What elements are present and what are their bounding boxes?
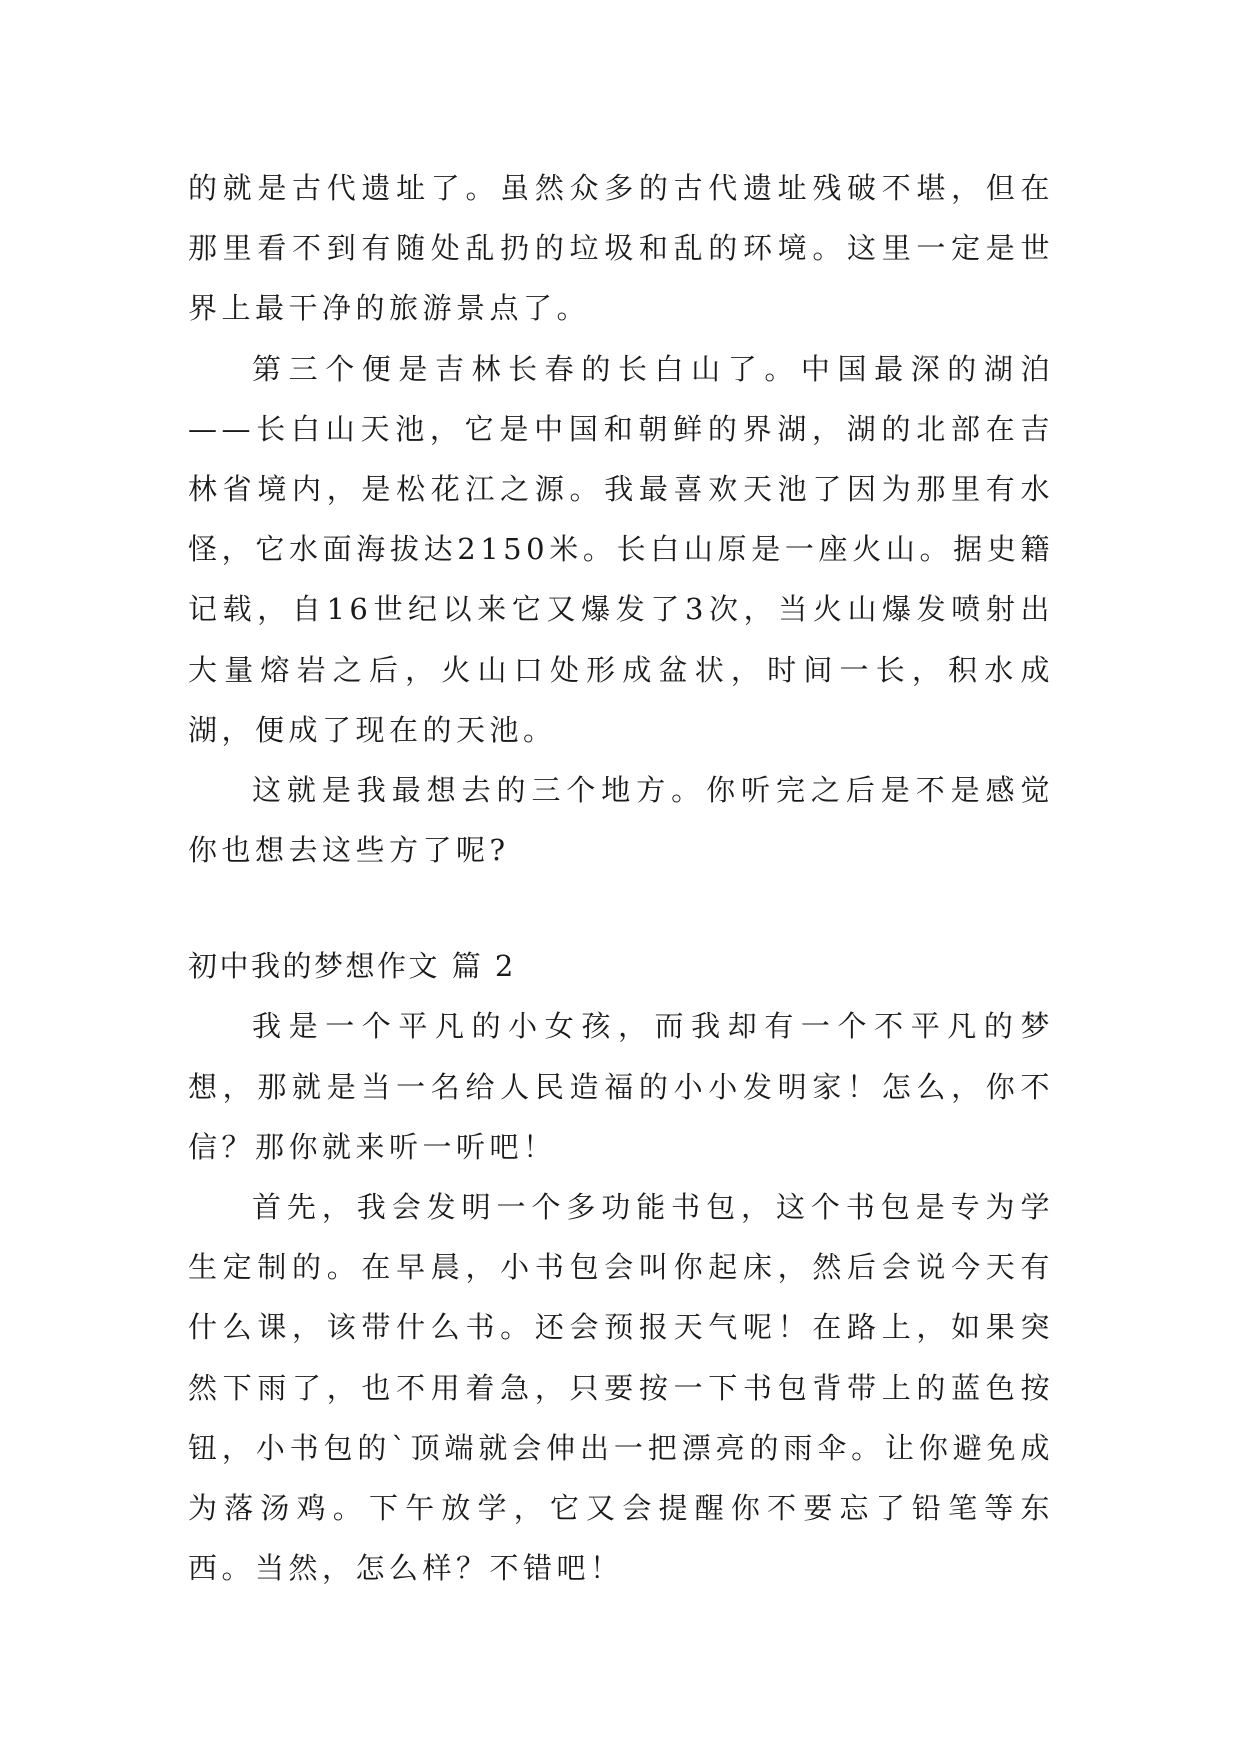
document-body: [188, 158, 1054, 1598]
paragraph-continuation: 的就是古代遗址了。虽然众多的古代遗址残破不堪，但在那里看不到有随处乱扔的垃圾和乱的环境。这里一定是世界上最干净的旅游景点了。: [188, 171, 1054, 326]
paragraph-schoolbag-invention: 首先，我会发明一个多功能书包，这个书包是专为学生定制的。在早晨，小书包会叫你起床，然后会说今天有什么课，该带什么书。还会预报天气呢！在路上，如果突然下雨了，也不用着急，只要按一下书包背带上的蓝色按钮，小书包的`顶端就会伸出一把漂亮的雨伞。让你避免成为落汤鸡。下午放学，它又会提醒你不要忘了铅笔等东西。当然，怎么样？不错吧！: [188, 1190, 1054, 1586]
paragraph-conclusion: 这就是我最想去的三个地方。你听完之后是不是感觉你也想去这些方了呢?: [188, 773, 1054, 868]
paragraph-changbai-mountain: 第三个便是吉林长春的长白山了。中国最深的湖泊——长白山天池，它是中国和朝鲜的界湖，湖的北部在吉林省境内，是松花江之源。我最喜欢天池了因为那里有水怪，它水面海拔达2150米。长白山原是一座火山。据史籍记载，自16世纪以来它又爆发了3次，当火山爆发喷射出大量熔岩之后，火山口处形成盆状，时间一长，积水成湖，便成了现在的天池。: [188, 351, 1054, 747]
section-title: 初中我的梦想作文 篇 2: [188, 949, 516, 984]
paragraph-dream-intro: 我是一个平凡的小女孩，而我却有一个不平凡的梦想，那就是当一名给人民造福的小小发明家！怎么，你不信？那你就来听一听吧！: [188, 1009, 1054, 1164]
